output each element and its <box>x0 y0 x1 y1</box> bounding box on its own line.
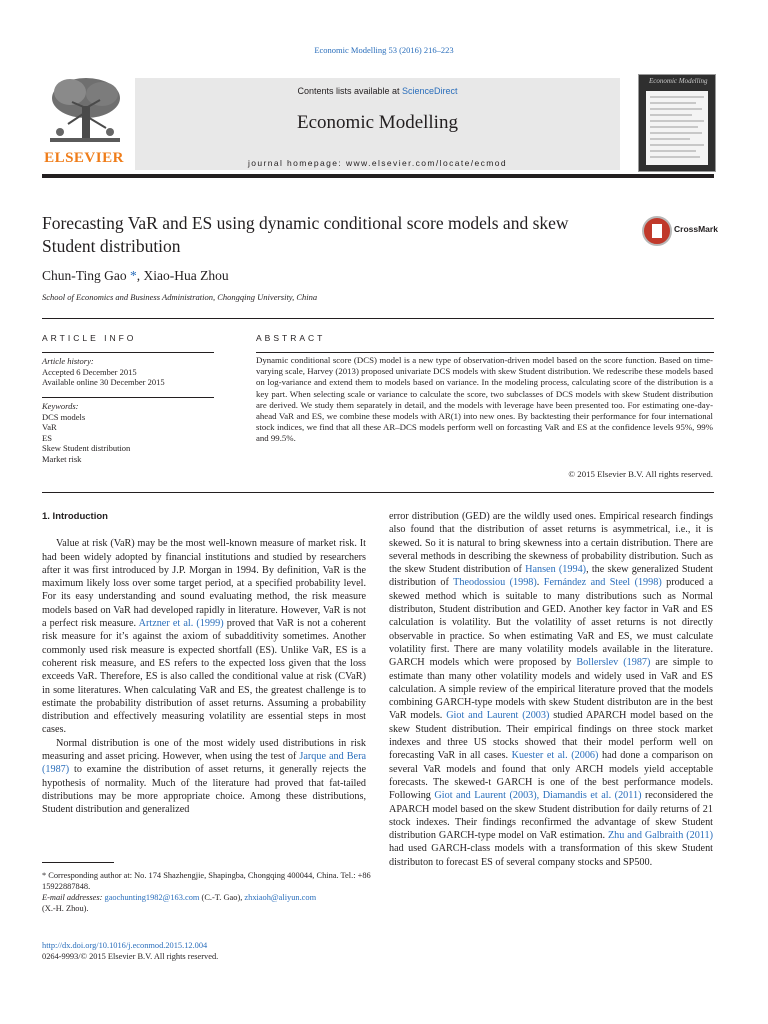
issn-line: 0264-9993/© 2015 Elsevier B.V. All rights reserved. <box>42 952 219 961</box>
article-info-heading: ARTICLE INFO <box>42 333 137 343</box>
info-rule-top <box>42 352 214 353</box>
publisher-name: ELSEVIER <box>44 150 124 166</box>
doi-block <box>42 940 218 962</box>
paragraph-text: had done a comparison on several VaR models and found that only ARCH models yield acceptable forecasts. The skewed-t GARCH is one of the best performance models. Following <box>389 750 713 802</box>
crossmark-icon <box>642 216 672 246</box>
footnote-rule <box>42 862 114 863</box>
abstract-text: Dynamic conditional score (DCS) model is a new type of observation-driven model based on the score function. Based on time-varying scale, Harvey (2013) proposed univariate DCS models with skew Student distribution. We redescribe these models based on log-variance and extend them to models based on variance. In the modeling process, calculating score of the distribution is a key part. When selecting scale or variance to calculate the score, two subclasses of DCS models with skew Student distribution are derived. We study them separately in detail, and the models with leverage have been presented too. For estimating one-day-ahead VaR and ES, we combine these models with AR(1) into new ones. By backtesting their performance for four international stock indices, we find that all these AR–DCS models perform well on forcasting VaR and ES at the confidence levels 95%, 99% and 99.5%. <box>256 355 713 444</box>
accepted-date: Accepted 6 December 2015 <box>42 366 137 377</box>
paragraph-text: had used GARCH-class models with a transformation of this skew Student distributon to forecast ES of several company stocks and SP500. <box>389 843 713 868</box>
affiliation: School of Economics and Business Administration, Chongqing University, China <box>42 292 318 302</box>
email-link[interactable]: zhxiaoh@aliyun.com <box>244 893 317 902</box>
keyword: ES <box>42 432 52 443</box>
elsevier-logo <box>42 72 128 170</box>
journal-cover <box>638 74 716 172</box>
abstract-copyright: © 2015 Elsevier B.V. All rights reserved. <box>568 469 713 479</box>
abstract-heading: ABSTRACT <box>256 333 326 343</box>
paragraph-text: are simple to estimate than many other volatility models and widely used in VaR and ES calculation. A simple review of the empirical literature proved that the models combining GARCH-type models with skew Student distributon are in the best VaR models. <box>389 657 713 722</box>
journal-homepage[interactable]: journal homepage: www.elsevier.com/locate/ecmod <box>247 158 508 168</box>
ref-link[interactable]: Fernández and Steel (1998) <box>543 577 662 589</box>
journal-box <box>135 78 620 170</box>
paragraph <box>42 737 366 817</box>
author-1: Chun-Ting Gao <box>42 268 127 283</box>
email-link[interactable]: gaochunting1982@163.com <box>104 893 200 902</box>
ref-link[interactable]: Giot and Laurent (2003), Diamandis et al. (2011) <box>434 790 642 802</box>
cover-title: Economic Modelling <box>649 77 708 85</box>
sciencedirect-link[interactable]: ScienceDirect <box>402 86 458 96</box>
paragraph-text: Normal distribution is one of the most widely used distributions in risk measuring and asset pricing. However, when using the test of <box>42 737 366 763</box>
paragraph-text: error distribution (GED) are the wildly used ones. Empirical research findings also found that the distribution of asset returns is asymmetrical, i.e., it is skewed. So it is natural to bring skewness into a certain distribution. There are several methods in describing the skewness of probability distribution. Such as the skew Student distribution of <box>389 511 713 576</box>
cover-contents <box>646 91 708 165</box>
ref-link[interactable]: Hansen (1994) <box>525 564 587 576</box>
doi-link[interactable]: http://dx.doi.org/10.1016/j.econmod.2015.12.004 <box>42 941 208 950</box>
info-rule-mid <box>42 397 214 398</box>
ref-link[interactable]: Artzner et al. (1999) <box>138 618 224 630</box>
paragraph-text: produced a skewed method which is suitable to many distributions such as Normal distributon, Student distribution and GED. Another key factor in VaR and ES calculation is volatility. But the volatility of asset returns is not directly observable in practice. So when estimating VaR and ES, we must calculate volatility first. There are many volatility models available in the literature. GARCH models which were proposed by <box>389 577 714 669</box>
ref-link[interactable]: Bollerslev (1987) <box>576 657 651 669</box>
paragraph-text: proved that VaR is not a coherent risk measure for it’s against the axiom of subadditivity sometimes. Another commonly used risk measure is expected shortfall (ES). Unlike VaR, ES is a coherent risk measure, and ES refers to the expected loss given that the loss exceeds VaR. Therefore, ES is also called the conditional value at risk (CVaR) in some literatures. When calculating VaR and ES, the greatest challenge is to estimate the probability distribution of asset returns. Assuming a probability distribution and effectively measuring volatility are essential steps in most cases. <box>42 618 366 736</box>
paragraph-text: reconsidered the APARCH model based on the skew Student distribution for daily returns of 21 stock indexes. Their findings reconfirmed the advantage of skew Student distribution GARCH-type model on VaR estimation. <box>389 790 714 842</box>
email-line <box>42 892 372 903</box>
corresponding-note: * Corresponding author at: No. 174 Shazhengjie, Shapingba, Chongqing 400044, China. Tel.: +86 15922887848. <box>42 871 371 891</box>
journal-title: Economic Modelling <box>297 112 458 133</box>
author-2: Xiao-Hua Zhou <box>143 268 229 283</box>
paragraph <box>389 510 713 869</box>
journal-citation[interactable]: Economic Modelling 53 (2016) 216–223 <box>314 45 454 55</box>
ref-link[interactable]: Theodossiou (1998) <box>453 577 537 589</box>
cover-lines-icon <box>646 91 708 165</box>
author-separator: , <box>136 268 144 283</box>
ref-link[interactable]: Giot and Laurent (2003) <box>446 710 550 722</box>
email-label: E-mail addresses: <box>42 893 105 902</box>
keywords-label: Keywords: <box>42 401 79 411</box>
author-list <box>42 268 229 284</box>
paragraph-text: . <box>536 577 544 589</box>
ref-link[interactable]: Zhu and Galbraith (2011) <box>607 830 713 842</box>
masthead-rule <box>42 174 714 178</box>
elsevier-tree-icon <box>42 72 128 152</box>
history-label: Article history: <box>42 356 94 366</box>
section-heading: 1. Introduction <box>42 511 108 522</box>
contents-prefix: Contents lists available at <box>297 86 403 96</box>
ref-link[interactable]: Jarque and Bera (1987) <box>42 751 366 776</box>
abstract-rule-top <box>256 352 714 353</box>
crossmark-label: CrossMark <box>674 224 718 234</box>
paragraph <box>42 537 366 736</box>
keyword: Skew Student distribution <box>42 443 131 453</box>
contents-line <box>135 86 620 96</box>
body-right-column <box>389 510 713 869</box>
corresponding-author-mark[interactable]: * <box>126 268 137 283</box>
paragraph-text: to examine the distribution of asset returns, it generally rejects the hypothesis of normality. Much of the literature had proved that fat-tailed distributions may be more appropriate choice. Among these distributions, Student distribution and generalized <box>42 764 366 816</box>
keyword: VaR <box>42 422 57 432</box>
email-owner: (X.-H. Zhou). <box>42 904 89 913</box>
article-history <box>42 356 214 388</box>
crossmark-badge[interactable] <box>642 216 718 246</box>
online-date: Available online 30 December 2015 <box>42 377 165 387</box>
footnote <box>42 870 372 914</box>
paragraph-text: Value at risk (VaR) may be the most well-known measure of market risk. It had been widely adopted by financial institutions and studied by researchers after it was first introduced by J.P. Morgan in 1994. By definition, VaR is the maximum likely loss over some target period, at a specified probability level. For its easy understanding and sound evaluating method, the risk measure models based on VaR had developed rapidly in literature. However, VaR is not a perfect risk measure. <box>42 538 366 630</box>
paragraph-text: studied APARCH model based on the skew Student distribution. Their empirical findings on three stock market indexes and three US stocks showed that their model perform well on forecasting VaR in all cases. <box>389 710 713 762</box>
keyword: Market risk <box>42 453 82 464</box>
keywords <box>42 401 214 464</box>
ref-link[interactable]: Kuester et al. (2006) <box>511 750 599 762</box>
abstract-rule-bottom <box>42 492 714 493</box>
paragraph-text: , the skew generalized Student distribution of <box>389 564 713 589</box>
keyword: DCS models <box>42 411 86 422</box>
body-left-column <box>42 510 366 817</box>
masthead <box>42 72 620 172</box>
header-divider <box>42 318 714 319</box>
article-title: Forecasting VaR and ES using dynamic conditional score models and skew Student distribution <box>42 213 569 256</box>
email-owner: (C.-T. Gao), <box>199 893 245 902</box>
